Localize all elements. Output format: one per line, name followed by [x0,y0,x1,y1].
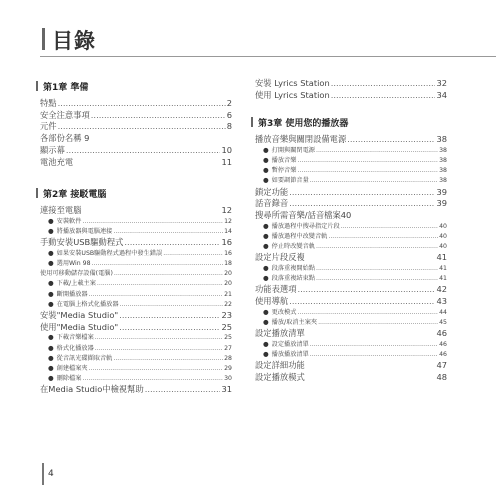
dot-leader [97,280,223,287]
toc-entry[interactable] [48,248,232,257]
dot-leader [318,319,438,326]
toc-entry-page: 39 [436,198,447,209]
dot-leader [113,228,223,235]
dot-leader [316,275,438,282]
toc-entry-label: 創建檔案夾 [56,365,88,372]
toc-entry-page: 38 [439,156,447,164]
heading-bar [36,188,38,198]
toc-entry-label: 斷開播放器 [56,290,88,298]
toc-entry-page: 16 [224,249,232,257]
dot-leader [297,309,438,316]
toc-entry-page: 47 [436,360,447,371]
chapter-title: 第3章 使用您的播放器 [258,119,349,129]
bullet-icon: ● [263,231,269,240]
dot-leader [328,233,438,240]
dot-leader [289,198,435,208]
heading-bar [251,117,253,127]
toc-entry[interactable] [255,197,447,208]
toc-entry-page: 40 [439,222,447,230]
dot-leader [58,98,226,108]
bullet-icon: ● [48,248,54,257]
title-bar [42,28,45,50]
toc-entry-label: 從音訊光碟擷取音軌 [56,354,113,362]
toc-entry-page: 43 [436,296,447,306]
toc-entry[interactable] [40,204,232,215]
dot-leader [82,375,223,382]
dot-leader [310,351,438,358]
toc-entry[interactable] [255,133,447,144]
toc-entry-page: 48 [436,371,447,382]
toc-entry-page: 11 [221,156,232,167]
bullet-icon: ● [48,289,54,298]
toc-entry[interactable] [263,221,447,230]
toc-entry-label: 播放音樂 [271,156,297,164]
chapter-heading [36,187,106,200]
toc-entry-page: 38 [439,177,447,185]
toc-entry-label: 使用導航 [255,296,289,306]
toc-entry-page: 6 [226,109,232,120]
dot-leader [92,260,224,267]
toc-entry-label: 特點 [40,98,57,108]
toc-entry-page: 23 [221,310,232,320]
dot-leader [120,301,224,308]
toc-entry-label: 如果安裝USB驅動程式過程中發生錯誤 [56,249,163,257]
toc-entry[interactable] [48,373,232,382]
bullet-icon: ● [48,216,54,225]
dot-leader [89,365,224,372]
dot-leader [119,322,220,332]
toc-entry[interactable] [263,231,447,240]
toc-entry[interactable] [40,109,232,120]
toc-entry-label: 播放/取消主案夾 [271,318,318,326]
bullet-icon: ● [263,242,269,250]
toc-entry[interactable] [255,371,447,382]
toc-entry-label: 播放播放清單 [271,351,309,358]
bullet-icon: ● [48,333,54,342]
toc-entry[interactable] [263,273,447,282]
toc-entry-page: 45 [439,318,447,326]
bullet-icon: ● [48,299,54,308]
toc-entry-page: 38 [439,146,447,154]
toc-entry-label: 設定片段反複 [255,252,305,263]
toc-entry[interactable] [48,258,232,267]
toc-entry-label: 各部份名稱 9 [40,133,90,144]
toc-entry[interactable] [263,175,447,184]
title-rule [40,56,496,57]
toc-entry-page: 12 [221,205,232,215]
dot-leader [95,334,223,341]
toc-entry[interactable] [255,295,447,306]
toc-entry-label: 暫停音樂 [271,167,297,175]
toc-entry-page: 46 [439,351,447,358]
toc-entry-label: 鎖定功能 [255,186,289,197]
toc-entry-page: 44 [439,308,447,316]
toc-entry[interactable] [48,332,232,341]
toc-entry-page: 28 [224,354,232,362]
bullet-icon: ● [263,350,269,358]
dot-leader [316,147,438,154]
toc-entry[interactable] [40,120,232,131]
toc-entry-label: 元件 [40,121,57,132]
page-title: 目錄 [52,29,96,53]
dot-leader [289,187,435,197]
toc-entry-page: 25 [224,334,232,342]
toc-entry-page: 42 [436,284,447,295]
dot-leader [297,167,438,174]
toc-entry[interactable] [263,317,447,326]
toc-entry-page: 31 [221,384,232,395]
toc-entry-page: 22 [224,300,232,308]
toc-entry[interactable] [48,289,232,298]
bullet-icon: ● [263,166,269,175]
toc-entry-label: 話音錄音 [255,198,289,209]
toc-entry-page: 41 [439,275,447,283]
toc-entry-label: 安裝 Lyrics Station [255,78,330,88]
toc-entry-page: 30 [224,375,232,383]
toc-entry-label: 下載/上載主案 [56,280,96,288]
toc-entry[interactable] [48,278,232,287]
chapter-heading [251,116,348,129]
dot-leader [298,284,436,294]
toc-entry-page: 20 [224,280,232,288]
toc-entry-page: 18 [224,260,232,267]
toc-entry-page: 46 [439,340,447,348]
dot-leader [310,341,438,348]
toc-entry-label: 在電腦上格式化播放器 [56,300,119,308]
toc-entry-label: 格式化播放器 [56,344,94,352]
heading-bar [36,81,38,91]
toc-entry[interactable] [255,283,447,294]
toc-entry-label: 播放過程中改變音軌 [271,232,328,240]
toc-entry-page: 38 [436,134,447,144]
bullet-icon: ● [48,374,54,383]
toc-entry[interactable] [263,263,447,272]
dot-leader [163,250,223,257]
bullet-icon: ● [48,353,54,362]
toc-entry-page: 27 [224,344,232,352]
bullet-icon: ● [263,263,269,272]
toc-entry-label: 使用"Media Studio" [40,321,119,332]
toc-entry-label: 播放音樂與關閉設備電源 [255,134,347,144]
toc-entry-label: 安裝"Media Studio" [40,310,119,320]
dot-leader [297,157,438,164]
toc-entry[interactable] [255,186,447,197]
dot-leader [145,384,221,394]
toc-entry-label: 播放過程中搜尋指定片段 [271,222,340,230]
toc-entry-page: 12 [224,217,232,225]
chapter-title: 第2章 接駁電腦 [43,190,107,200]
toc-entry-label: 刪除檔案 [56,375,82,383]
dot-leader [89,291,224,298]
toc-entry[interactable] [48,343,232,352]
dot-leader [58,121,226,131]
toc-entry[interactable] [263,241,447,250]
toc-entry-label: 電池充電 [40,156,74,167]
toc-entry[interactable] [263,307,447,316]
toc-entry-page: 14 [224,227,232,235]
toc-entry-page: 41 [439,264,447,272]
dot-leader [91,110,226,120]
toc-entry-label: 更改模式 [271,308,297,316]
toc-entry[interactable] [48,353,232,362]
dot-leader [341,223,438,230]
toc-entry-page: 41 [436,252,447,263]
bullet-icon: ● [263,307,269,316]
toc-entry-label: 使用可移動儲存設備(電腦) [40,270,113,278]
bullet-icon: ● [48,364,54,372]
bullet-icon: ● [263,274,269,283]
chapter-heading [36,80,88,93]
dot-leader [114,270,223,277]
dot-leader [289,296,435,306]
toc-entry[interactable] [255,327,447,338]
dot-leader [316,243,438,250]
toc-entry[interactable] [40,309,232,320]
toc-entry-page: 20 [224,270,232,278]
toc-entry-page: 39 [436,186,447,197]
toc-entry[interactable] [263,349,447,358]
dot-leader [347,134,435,144]
toc-entry[interactable] [48,299,232,308]
bullet-icon: ● [263,339,269,348]
dot-leader [82,218,223,225]
toc-entry-page: 38 [439,167,447,175]
dot-leader [119,310,220,320]
toc-entry[interactable] [40,268,232,277]
toc-entry-page: 10 [221,144,232,155]
toc-entry-page: 46 [436,328,447,339]
toc-entry[interactable] [263,339,447,348]
toc-entry-page: 25 [221,321,232,332]
toc-entry-page: 40 [439,243,447,250]
toc-entry-label: 段落重複開始點 [271,264,315,272]
bullet-icon: ● [263,155,269,164]
toc-entry[interactable] [40,156,232,167]
bullet-icon: ● [48,343,54,352]
toc-entry-label: 下載音樂檔案 [56,334,94,342]
toc-entry[interactable] [255,251,447,262]
toc-entry[interactable] [40,321,232,332]
toc-entry[interactable] [255,77,447,88]
dot-leader [113,355,223,362]
toc-entry-label: 打開與關閉電源 [271,146,315,154]
toc-entry-label: 選用Win 98 [56,260,91,267]
toc-entry-page: 2 [226,98,232,108]
page-number-bar [42,463,44,485]
toc-entry[interactable] [40,144,232,155]
dot-leader [95,345,223,352]
toc-entry-label: 停止時改變音軌 [271,243,315,250]
toc-entry-label: 功能表選項 [255,284,297,295]
toc-entry-label: 搜尋所需音樂/話音檔案40 [255,209,352,220]
toc-entry[interactable] [40,383,232,394]
toc-entry-label: 設定播放清單 [271,340,309,348]
toc-entry-label: 段落重複結束點 [271,275,315,283]
toc-entry-label: 連接至電腦 [40,205,82,215]
toc-entry-page: 21 [224,290,232,298]
dot-leader [316,265,438,272]
toc-entry[interactable] [40,236,232,247]
toc-entry[interactable] [255,89,447,100]
toc-entry-label: 手動安裝USB驅動程式 [40,237,124,248]
toc-entry-label: 如要調節音量 [271,177,309,185]
bullet-icon: ● [48,279,54,288]
toc-entry[interactable] [40,97,232,108]
toc-entry-label: 顯示幕 [40,144,65,155]
toc-entry[interactable] [48,216,232,225]
toc-entry-label: 使用 Lyrics Station [255,89,330,100]
toc-entry-page: 8 [226,121,232,132]
dot-leader [331,78,436,88]
toc-entry-label: 安裝軟件 [56,217,82,225]
toc-entry-label: 設定播放模式 [255,371,305,382]
toc-entry-page: 32 [436,78,447,88]
toc-entry[interactable] [255,359,447,370]
toc-entry-page: 16 [221,237,232,248]
bullet-icon: ● [263,145,269,154]
chapter-title: 第1章 準備 [43,83,89,93]
toc-entry[interactable] [263,155,447,164]
toc-entry-page: 34 [436,89,447,100]
dot-leader [66,145,221,155]
bullet-icon: ● [48,226,54,235]
toc-entry[interactable] [263,165,447,174]
bullet-icon: ● [263,221,269,230]
toc-entry[interactable] [40,132,232,143]
dot-leader [331,90,436,100]
toc-entry-label: 設定播放清單 [255,328,305,339]
bullet-icon: ● [263,317,269,326]
toc-entry[interactable] [263,145,447,154]
page-number: 4 [48,469,54,479]
toc-entry[interactable] [48,226,232,235]
bullet-icon: ● [263,176,269,185]
toc-entry[interactable] [48,363,232,372]
toc-entry-label: 設定詳細功能 [255,360,305,371]
toc-entry-page: 40 [439,232,447,240]
toc-entry-label: 在Media Studio中檢視幫助 [40,384,144,395]
bullet-icon: ● [48,259,54,267]
toc-entry[interactable] [255,209,447,220]
toc-entry-label: 將播放器與電腦連接 [56,227,113,235]
toc-entry-label: 安全注意事項 [40,109,90,120]
toc-entry-page: 29 [224,365,232,372]
dot-leader [124,237,220,247]
dot-leader [310,177,438,184]
